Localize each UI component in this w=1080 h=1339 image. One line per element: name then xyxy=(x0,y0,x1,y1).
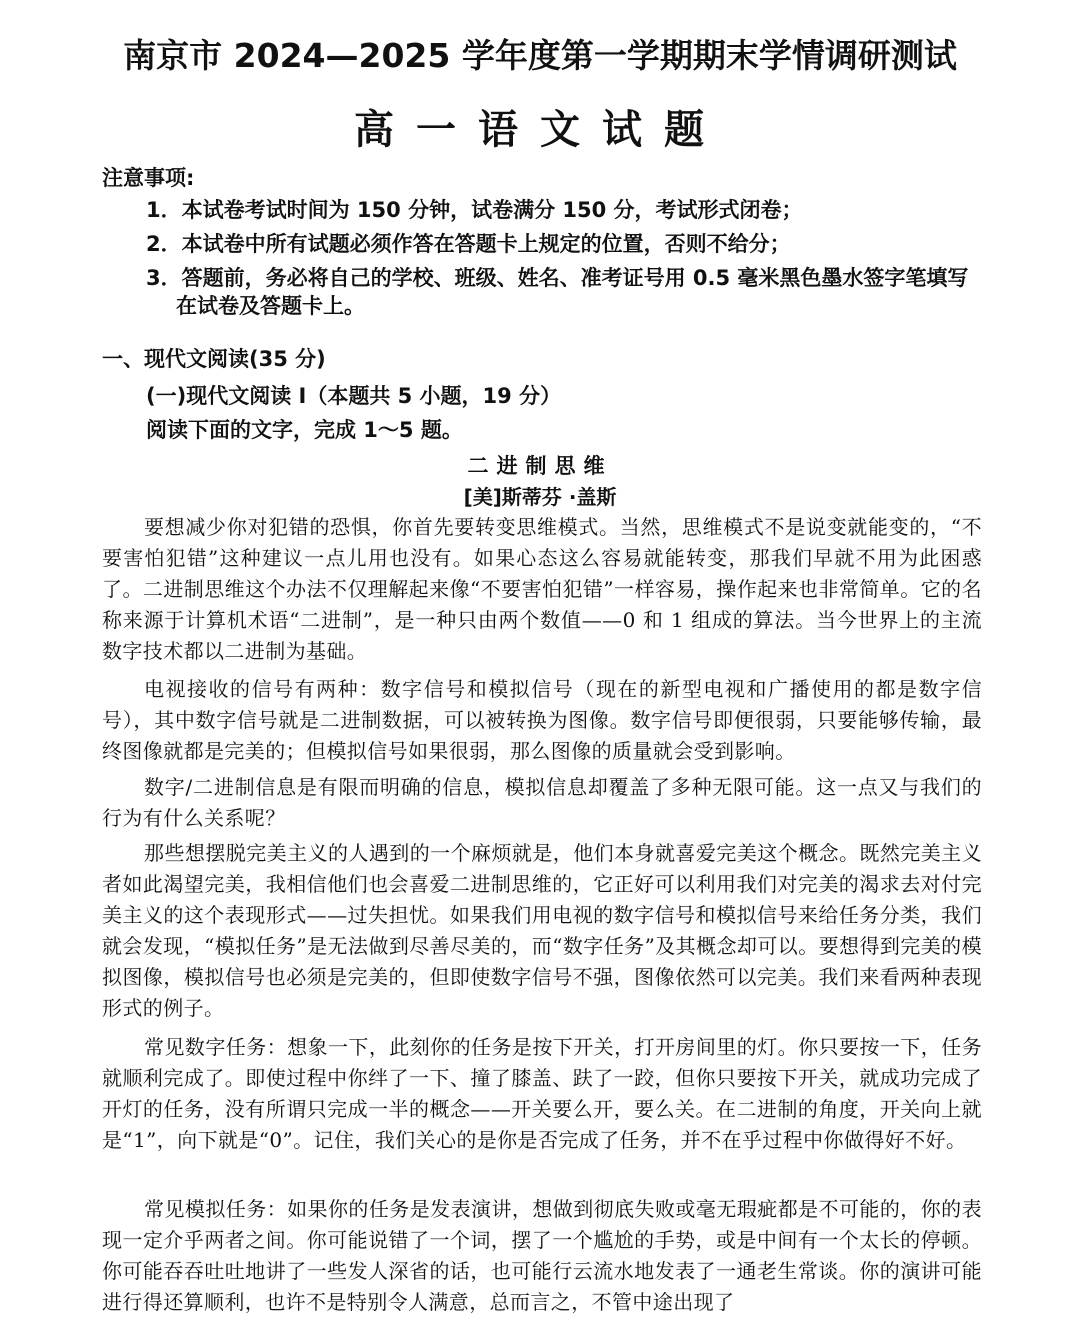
article-paragraph: 常见数字任务：想象一下，此刻你的任务是按下开关，打开房间里的灯。你只要按一下，任务就顺利完成了。即使过程中你绊了一下、撞了膝盖、趺了一跤，但你只要按下开关，就成功完成了开灯的任务，没有所谓只完成一半的概念——开关要么开，要么关。在二进制的角度，开关向上就是“1”，向下就是“0”。记住，我们关心的是你是否完成了任务，并不在乎过程中你做得好不好。 xyxy=(102,1035,982,1152)
article-paragraph: 数字/二进制信息是有限而明确的信息，模拟信息却覆盖了多种无限可能。这一点又与我们的行为有什么关系呢？ xyxy=(102,775,982,830)
notes-heading: 注意事项: xyxy=(102,166,195,190)
subject-title: 高一语文试题 xyxy=(354,107,726,153)
exam-title: 南京市 2024—2025 学年度第一学期期末学情调研测试 xyxy=(123,36,957,75)
reading-instruction: 阅读下面的文字，完成 1～5 题。 xyxy=(146,418,463,442)
article-paragraph: 要想减少你对犯错的恐惧，你首先要转变思维模式。当然，思维模式不是说变就能变的，“不要害怕犯错”这种建议一点儿用也没有。如果心态这么容易就能转变，那我们早就不用为此困惑了。二进制思维这个办法不仅理解起来像“不要害怕犯错”一样容易，操作起来也非常简单。它的名称来源于计算机术语“二进制”，是一种只由两个数值——0 和 1 组成的算法。当今世界上的主流数字技术都以二进制为基础。 xyxy=(102,515,982,663)
section-heading: 一、现代文阅读(35 分) xyxy=(102,347,326,371)
note-item-1: 1．本试卷考试时间为 150 分钟，试卷满分 150 分，考试形式闭卷； xyxy=(146,198,803,222)
article-author: [美]斯蒂芬 ·盖斯 xyxy=(463,485,617,509)
article-paragraph: 那些想摆脱完美主义的人遇到的一个麻烦就是，他们本身就喜爱完美这个概念。既然完美主义者如此渴望完美，我相信他们也会喜爱二进制思维的，它正好可以利用我们对完美的渴求去对付完美主义的这个表现形式——过失担忧。如果我们用电视的数字信号和模拟信号来给任务分类，我们就会发现，“模拟任务”是无法做到尽善尽美的，而“数字任务”及其概念却可以。要想得到完美的模拟图像，模拟信号也必须是完美的，但即使数字信号不强，图像依然可以完美。我们来看两种表现形式的例子。 xyxy=(102,841,982,1020)
note-item-3: 3．答题前，务必将自己的学校、班级、姓名、准考证号用 0.5 毫米黑色墨水签字笔填写 xyxy=(146,266,969,290)
note-item-3-cont: 在试卷及答题卡上。 xyxy=(176,294,365,318)
article-title: 二进制思维 xyxy=(467,454,613,478)
article-paragraph: 电视接收的信号有两种：数字信号和模拟信号（现在的新型电视和广播使用的都是数字信号），其中数字信号就是二进制数据，可以被转换为图像。数字信号即便很弱，只要能够传输，最终图像就都是完美的；但模拟信号如果很弱，那么图像的质量就会受到影响。 xyxy=(102,677,982,763)
article-paragraph: 常见模拟任务：如果你的任务是发表演讲，想做到彻底失败或毫无瑕疵都是不可能的，你的表现一定介乎两者之间。你可能说错了一个词，摆了一个尴尬的手势，或是中间有一个太长的停顿。你可能吞吞吐吐地讲了一些发人深省的话，也可能行云流水地发表了一通老生常谈。你的演讲可能进行得还算顺利，也许不是特别令人满意，总而言之，不管中途出现了 xyxy=(102,1197,982,1314)
subsection-heading: (一)现代文阅读 Ⅰ（本题共 5 小题，19 分） xyxy=(146,384,562,408)
note-item-2: 2．本试卷中所有试题必须作答在答题卡上规定的位置，否则不给分； xyxy=(146,232,791,256)
